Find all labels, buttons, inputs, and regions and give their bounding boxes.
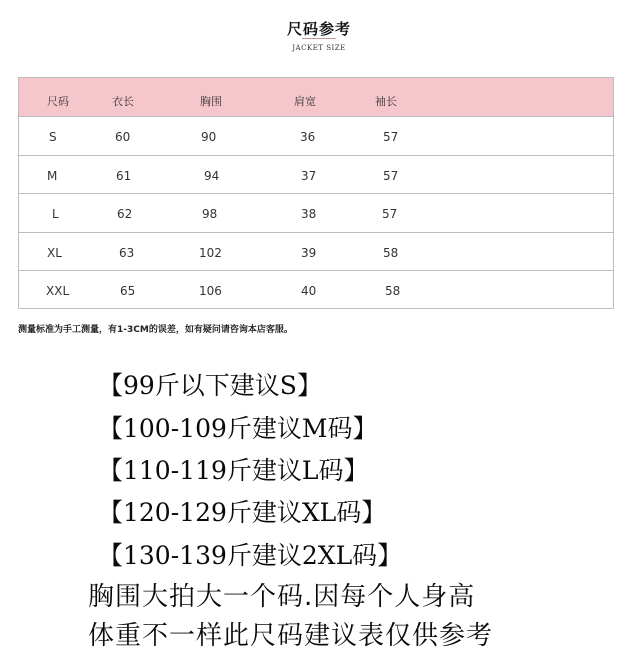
cell-length: 62 bbox=[117, 207, 133, 221]
size-table bbox=[18, 77, 614, 309]
table-row bbox=[19, 193, 613, 231]
table-header-row bbox=[19, 78, 613, 116]
cell-chest: 106 bbox=[199, 284, 222, 298]
cell-chest: 90 bbox=[201, 130, 217, 144]
table-row bbox=[19, 155, 613, 193]
cell-sleeve: 58 bbox=[385, 284, 401, 298]
table-row bbox=[19, 232, 613, 270]
page-subtitle: JACKET SIZE bbox=[292, 44, 346, 52]
column-header-chest: 胸围 bbox=[200, 95, 222, 108]
size-advice-line: 【99斤以下建议S】 bbox=[98, 371, 322, 400]
column-header-sleeve: 袖长 bbox=[375, 95, 397, 108]
cell-shoulder: 39 bbox=[301, 246, 317, 260]
cell-size: XXL bbox=[46, 284, 70, 298]
cell-size: XL bbox=[47, 246, 62, 260]
cell-sleeve: 57 bbox=[383, 130, 399, 144]
disclaimer-line: 体重不一样此尺码建议表仅供参考 bbox=[88, 621, 494, 651]
size-advice-line: 【120-129斤建议XL码】 bbox=[98, 498, 387, 527]
cell-shoulder: 36 bbox=[300, 130, 316, 144]
cell-size: S bbox=[49, 130, 57, 144]
size-advice-line: 【110-119斤建议L码】 bbox=[98, 456, 369, 485]
cell-sleeve: 57 bbox=[383, 169, 399, 183]
cell-length: 65 bbox=[120, 284, 136, 298]
column-header-shoulder: 肩宽 bbox=[294, 95, 316, 108]
disclaimer-line: 胸围大拍大一个码.因每个人身高 bbox=[88, 582, 476, 612]
table-row bbox=[19, 116, 613, 154]
cell-sleeve: 57 bbox=[382, 207, 398, 221]
page-title: 尺码参考 bbox=[286, 20, 351, 38]
cell-shoulder: 38 bbox=[301, 207, 317, 221]
cell-sleeve: 58 bbox=[383, 246, 399, 260]
cell-chest: 98 bbox=[202, 207, 218, 221]
cell-length: 61 bbox=[116, 169, 132, 183]
measurement-note: 测量标准为手工测量，有1-3CM的误差，如有疑问请咨询本店客服。 bbox=[18, 325, 293, 335]
column-header-length: 衣长 bbox=[112, 95, 134, 108]
cell-size: L bbox=[52, 207, 59, 221]
size-advice-line: 【100-109斤建议M码】 bbox=[98, 414, 378, 443]
cell-shoulder: 37 bbox=[301, 169, 317, 183]
cell-chest: 102 bbox=[199, 246, 222, 260]
cell-size: M bbox=[47, 169, 58, 183]
cell-length: 60 bbox=[115, 130, 131, 144]
table-row bbox=[19, 270, 613, 308]
title-divider bbox=[302, 38, 336, 39]
cell-length: 63 bbox=[119, 246, 135, 260]
cell-shoulder: 40 bbox=[301, 284, 317, 298]
column-header-size: 尺码 bbox=[47, 95, 69, 108]
size-advice-line: 【130-139斤建议2XL码】 bbox=[98, 541, 403, 570]
cell-chest: 94 bbox=[204, 169, 220, 183]
